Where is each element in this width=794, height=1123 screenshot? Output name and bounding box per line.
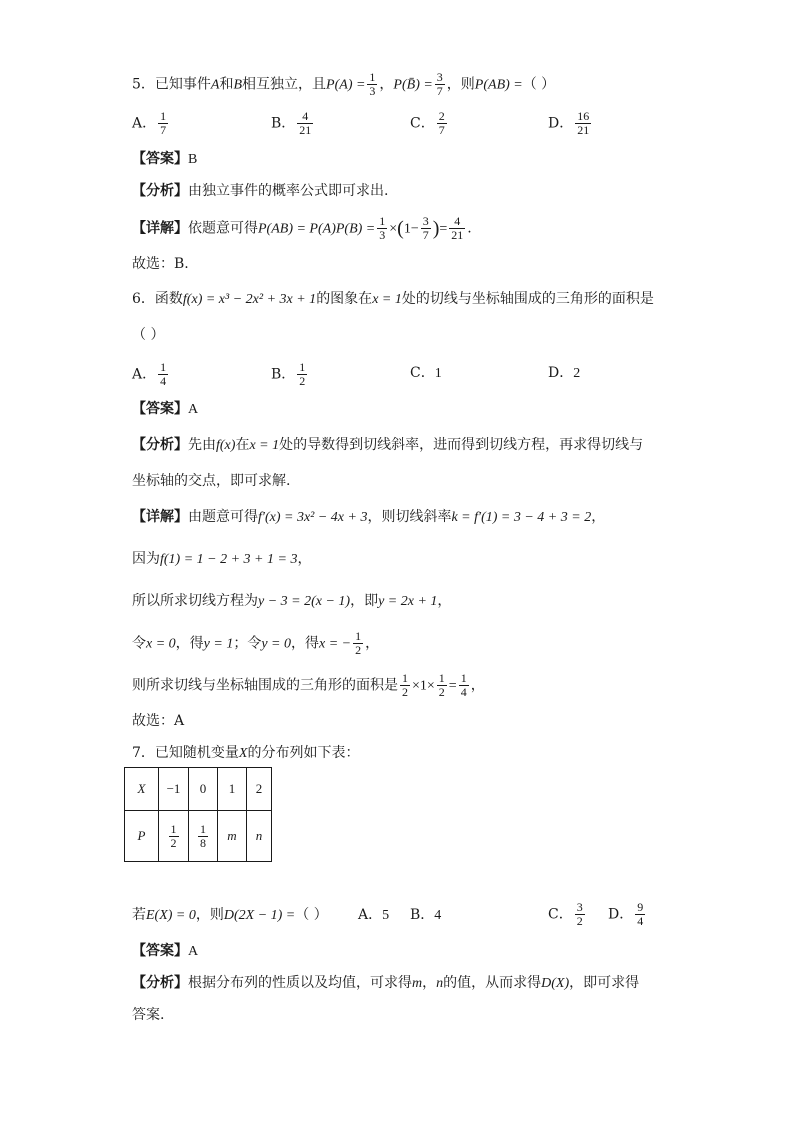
table-cell: X [125,768,159,811]
q7-analysis-line1 [132,973,639,994]
var-m: m [412,976,423,991]
q6-stem-text-2: 的图象在 [316,291,373,307]
tangent-eq-simplified: y = 2x + 1 [378,594,438,609]
prob-a-lhs: P(A) = [326,77,366,93]
analysis-text: ，即可求得 [569,975,640,991]
q7-stem-text: 7．已知随机变量 [132,745,239,761]
area-fraction-3 [459,672,469,699]
frac-num: 4 [454,214,461,228]
random-variable-x: X [238,746,248,761]
detail-text: ，则切线斜率 [367,509,452,525]
detail-tag: 【详解】 [132,509,188,525]
frac-num: 1 [170,821,177,836]
option-label: D． [608,906,634,923]
variance-expr: D(2X − 1) = [223,908,296,923]
frac-den: 4 [637,914,644,928]
detail-text: ，得 [291,635,320,652]
prob-b-fraction [435,71,445,98]
analysis-tag: 【分析】 [132,437,188,453]
times-sign: × [389,221,398,237]
prob-a-fraction [367,71,377,98]
cell-fraction [169,823,179,850]
q6-choose: 故选：A [132,713,185,729]
analysis-text: 处的导数得到切线斜率，进而得到切线方程，再求得切线与 [279,437,644,453]
option-label: C． [548,906,573,923]
q5-detail [132,215,472,242]
option-value: 5 [382,908,390,923]
q6-stem-text-3: 处的切线与坐标轴围成的三角形的面积是 [401,291,654,307]
frac-den: 21 [577,123,590,137]
option-fraction [158,361,168,388]
frac-den: 2 [402,685,408,699]
frac-num: 9 [637,900,644,914]
frac-den: 7 [436,84,443,98]
table-cell: 0 [189,768,218,811]
comma: ， [422,975,437,991]
event-b: B [233,77,243,93]
q6-option-b [271,361,309,388]
table-cell: m [218,811,247,862]
q5-and: 和 [219,76,234,93]
q6-option-a [132,361,170,388]
table-cell: 2 [247,768,272,811]
detail-end: ， [591,509,606,525]
q7-condition [132,905,328,926]
frac-num: 1 [369,70,376,84]
q5-analysis [132,181,388,201]
detail-fraction-1 [377,215,387,242]
frac-den: 2 [170,835,177,850]
q5-option-d [548,110,593,137]
q7-option-a [358,905,389,926]
detail-text: ，即 [350,593,379,609]
q5-choose: 故选：B. [132,256,189,272]
q6-detail-line4 [132,630,379,657]
frac-den: 21 [299,123,312,137]
frac-num: 3 [436,70,443,84]
frac-den: 2 [576,914,583,928]
frac-den: 8 [200,835,206,850]
frac-den: 2 [355,643,362,657]
analysis-tag: 【分析】 [132,975,188,991]
frac-num: 1 [160,360,167,374]
detail-text: 因为 [132,551,160,567]
prob-b-bar-lhs: P(B̄) = [393,77,433,93]
frac-num: 3 [422,214,429,228]
equals-sign: = [439,221,448,237]
x-zero: x = 0 [146,636,176,652]
option-value: 1 [434,366,442,381]
analysis-text: 的值，从而求得 [443,975,542,991]
option-label: B． [410,907,435,923]
detail-end: ， [470,677,485,694]
frac-num: 1 [299,360,306,374]
frac-num: 1 [460,671,467,685]
option-fraction [437,110,447,137]
q6-analysis-line2: 坐标轴的交点，即可求解. [132,473,291,489]
q6-answer [132,399,198,420]
area-fraction-1 [400,672,410,699]
frac-num: 1 [355,629,362,643]
q6-option-c [410,363,442,384]
frac-den: 3 [369,84,376,98]
frac-den: 4 [160,374,167,388]
detail-equation: P(AB) = P(A)P(B) = [258,221,376,237]
q5-option-a [132,110,170,137]
q5-sep: ， [379,76,394,93]
variance: D(X) [541,976,570,991]
option-label: B． [271,366,296,383]
f-of-1: f(1) = 1 − 2 + 3 + 1 = 3 [160,552,298,567]
detail-text: 由题意可得 [188,509,258,525]
option-label: A． [132,366,157,383]
option-value: 4 [434,908,442,923]
q5-stem-post: ，则 [446,76,475,93]
y-one: y = 1 [203,636,234,652]
q6-stem-text: 6．函数 [132,291,183,307]
var-n: n [436,976,444,991]
option-label: C． [410,115,435,132]
option-fraction [297,110,313,137]
left-paren: ( [397,217,404,240]
area-fraction-2 [437,672,447,699]
answer-value: A [188,944,199,959]
frac-num: 3 [576,900,583,914]
q6-option-d [548,363,580,384]
frac-den: 3 [379,228,386,242]
option-label: D． [548,365,574,381]
q6-stem [132,289,654,310]
times-one-times: ×1× [412,678,435,694]
cell-fraction [198,823,208,850]
option-label: C． [410,365,435,381]
detail-text: 依题意可得 [188,220,258,237]
q6-analysis-line1 [132,435,643,456]
right-paren: ) [432,217,440,240]
q7-cond-text-2: ，则 [195,907,224,923]
q5-option-c [410,110,449,137]
fx: f(x) [216,438,236,453]
x-equals-1: x = 1 [372,292,402,307]
q6-detail-line1 [132,507,605,528]
q7-option-c [548,901,587,928]
answer-value: A [188,402,199,417]
table-cell: −1 [159,768,189,811]
event-a: A [210,77,220,93]
q5-answer [132,149,197,170]
detail-text: 所以所求切线方程为 [132,593,258,609]
detail-tag: 【详解】 [132,220,188,237]
derivative: f′(x) = 3x² − 4x + 3 [258,510,368,525]
detail-text: ，得 [175,635,204,652]
q5-blank: （ ） [522,76,556,93]
detail-fraction-3 [449,215,465,242]
frac-den: 7 [160,123,167,137]
x-intercept-fraction [353,630,363,657]
q7-stem [132,743,359,764]
answer-tag: 【答案】 [132,401,188,417]
tangent-eq: y − 3 = 2(x − 1) [258,594,351,609]
one-minus: 1− [403,221,419,237]
frac-num: 16 [577,109,590,123]
option-fraction [635,901,645,928]
q6-detail-line2 [132,549,311,570]
answer-value: B [188,152,198,167]
q5-option-b [271,110,315,137]
q5-stem-text: 5．已知事件 [132,76,211,93]
table-cell [189,811,218,862]
frac-den: 7 [438,123,445,137]
detail-text: 令 [132,635,146,652]
analysis-text: 先由 [188,437,216,453]
option-label: A． [358,907,383,923]
option-fraction [575,110,591,137]
table-cell: n [247,811,272,862]
slope: k = f′(1) = 3 − 4 + 3 = 2 [451,510,592,525]
q5-stem [132,71,555,98]
q7-answer [132,941,198,962]
function-def: f(x) = x³ − 2x² + 3x + 1 [182,292,317,307]
frac-num: 1 [200,821,206,836]
analysis-text: 由独立事件的概率公式即可求出. [188,183,389,199]
frac-den: 2 [299,374,306,388]
option-label: A． [132,115,157,132]
q7-blank: （ ） [295,907,328,923]
prob-ab: P(AB) = [474,77,523,93]
table-row-p [125,811,272,862]
q6-detail-line3 [132,591,451,612]
detail-end: ， [297,551,312,567]
frac-num: 1 [402,671,408,685]
frac-num: 1 [438,671,445,685]
q7-option-b [410,905,441,926]
q7-option-d [608,901,647,928]
q5-stem-mid: 相互独立，且 [242,76,327,93]
option-fraction [158,110,168,137]
q7-cond-text: 若 [132,907,146,923]
distribution-table [124,767,272,862]
analysis-text: 在 [235,437,250,453]
frac-den: 7 [422,228,429,242]
x-equals-1: x = 1 [249,438,280,453]
option-fraction [575,901,585,928]
table-cell [159,811,189,862]
frac-num: 2 [438,109,445,123]
frac-num: 1 [379,214,386,228]
detail-text: 则所求切线与坐标轴围成的三角形的面积是 [132,677,398,694]
frac-den: 4 [460,685,467,699]
table-cell: P [125,811,159,862]
detail-fraction-2 [421,215,431,242]
analysis-tag: 【分析】 [132,183,188,199]
expectation: E(X) = 0 [146,908,196,923]
detail-end: ， [437,593,452,609]
frac-den: 21 [451,228,464,242]
table-row-x [125,768,272,811]
option-value: 2 [573,366,581,381]
detail-text: ；令 [233,635,262,652]
frac-num: 1 [160,109,167,123]
option-label: B． [271,115,296,132]
frac-num: 4 [302,109,309,123]
analysis-text: 根据分布列的性质以及均值，可求得 [188,975,412,991]
frac-den: 2 [438,685,445,699]
option-label: D． [548,115,574,132]
x-intercept: x = − [319,636,352,652]
detail-end: . [467,220,472,237]
equals-sign: = [448,678,457,694]
q6-blank: （ ） [132,327,165,343]
q7-stem-text-2: 的分布列如下表： [247,745,360,761]
q6-detail-line5 [132,672,485,699]
table-cell: 1 [218,768,247,811]
answer-tag: 【答案】 [132,943,188,959]
y-zero: y = 0 [261,636,292,652]
detail-end: ， [365,635,380,652]
answer-tag: 【答案】 [132,151,188,167]
q7-analysis-line2: 答案. [132,1007,165,1023]
option-fraction [297,361,307,388]
